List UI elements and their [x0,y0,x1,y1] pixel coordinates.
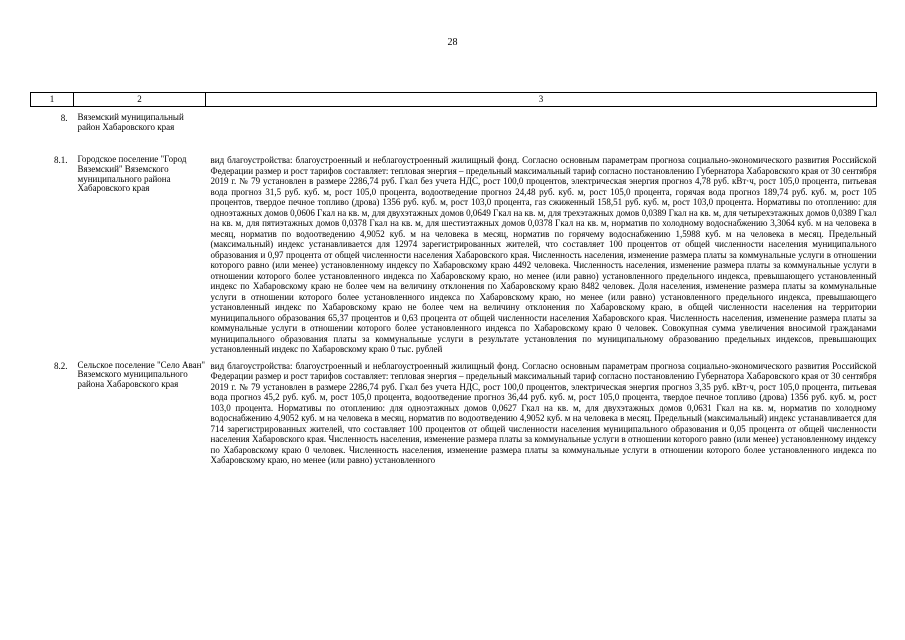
row-number: 8.1. [54,155,68,165]
table-header-row [31,93,877,107]
row-number: 8. [60,113,68,123]
column-header-1: 1 [31,93,74,107]
row-description: вид благоустройства: благоустроенный и неблагоустроенный жилищный фонд. Согласно основным параметрам прогноза социально-экономического развития Российской Федерации размер и рост тарифов составляет: тепловая энергия – предельный максимальный тариф согласно постановлению Губернатора Хабаровского края от 30 сентября 2019 г. № 79 установлен в размере 2286,74 руб. Гкал без учета НДС, рост 100,0 процентов, электрическая энергия прогноз 4,78 руб. кВт·ч, рост 105,0 процента, питьевая вода прогноз 31,5 руб. куб. м, рост 105,0 процента, водоотведение прогноз 24,48 руб. куб. м, рост 105,0 процента, горячая вода прогноз 189,74 руб. куб. м, рост 105 процентов, твердое печное топливо (дрова) 1356 руб. куб. м, рост 103,0 процента, газ сжиженный 158,51 руб. куб. м, рост 103,0 процента. Нормативы по отоплению: для одноэтажных домов 0,0606 Гкал на кв. м, для двухэтажных домов 0,0649 Гкал на кв. м, для трехэтажных домов 0,0389 Гкал на кв. м, для четырехэтажных домов 0,0389 Гкал на кв. м, для пятиэтажных домов 0,0378 Гкал на кв. м, для шестиэтажных домов 0,0378 Гкал на кв. м, норматив по холодному водоснабжению 3,3064 куб. м на человека в месяц, норматив по водоотведению 4,9052 куб. м на человека в месяц, норматив по горячему водоснабжению 1,5988 куб. м на человека в месяц. Предельный (максимальный) индекс устанавливается для 12974 зарегистрированных жителей, что составляет 100 процентов от общей численности населения муниципального образования и 0,97 процента от общей численности населения Хабаровского края. Численность населения, изменение размера платы за коммунальные услуги в отношении которого равно (или менее) установленному индексу по Хабаровскому краю 4492 человека. Численность населения, изменение размера платы за коммунальные услуги в отношении которого более установленного индекса по Хабаровскому краю, но менее (или равно) установленного предельного индекса, превышающего установленный индекс по Хабаровскому краю не более чем на величину отклонения по Хабаровскому краю 8482 человек. Доля населения, изменение размера платы за коммунальные услуги в отношении которого более установленного индекса по Хабаровскому краю, но менее (или равно) установленного предельного индекса, превышающего установленный индекс по Хабаровскому краю не более чем на величину отклонения по Хабаровскому краю, в общей численности населения на территории муниципального образования 65,37 процентов и 0,63 процента от общей численности населения Хабаровского края. Численность населения, изменение размера платы за коммунальные услуги в отношении которого более установленного индекса по Хабаровскому краю 0 человек. Совокупная сумма увеличения вносимой гражданами муниципального образования платы за коммунальные услуги в результате установления по муниципальному образованию предельных индексов, превышающих установленный индекс по Хабаровскому краю 0 тыс. рублей [210,155,877,354]
table-row [31,113,877,155]
column-header-3: 3 [206,93,877,107]
settlement-name: Городское поселение "Город Вяземский" Вяземского муниципального района Хабаровского края [77,154,187,194]
column-header-2: 2 [74,93,206,107]
table-row [31,361,877,466]
settlement-name: Сельское поселение "Село Аван" Вяземского муниципального района Хабаровского края [77,359,206,390]
document-table [30,92,877,466]
district-name: Вяземский муниципальный район Хабаровского края [77,112,184,132]
row-description [206,113,877,155]
page-number: 28 [447,37,458,48]
row-number: 8.2. [54,360,68,371]
table-row [31,155,877,355]
row-description: вид благоустройства: благоустроенный и неблагоустроенный жилищный фонд. Согласно основным параметрам прогноза социально-экономического развития Российской Федерации размер и рост тарифов составляет: тепловая энергия – предельный максимальный тариф согласно постановлению Губернатора Хабаровского края от 30 сентября 2019 г. № 79 установлен в размере 2286,74 руб. Гкал без учета НДС, рост 100,0 процентов, электрическая энергия прогноз 3,35 руб. кВт·ч, рост 105,0 процента, питьевая вода прогноз 45,2 руб. куб. м, рост 105,0 процента, водоотведение прогноз 36,44 руб. куб. м, рост 105,0 процента, твердое печное топливо (дрова) 1356 руб. куб. м, рост 103,0 процента. Нормативы по отоплению: для одноэтажных домов 0,0627 Гкал на кв. м, для двухэтажных домов 0,0631 Гкал на кв. м, норматив по холодному водоснабжению 4,9052 куб. м на человека в месяц, норматив по водоотведению 4,9052 куб. м на человека в месяц. Предельный (максимальный) индекс устанавливается для 714 зарегистрированных жителей, что составляет 100 процентов от общей численности населения муниципального образования и 0,05 процента от общей численности населения Хабаровского края. Численность населения, изменение размера платы за коммунальные услуги в отношении которого равно (или менее) установленному индексу по Хабаровскому краю 0 человек. Численность населения, изменение размера платы за коммунальные услуги в отношении которого более установленного индекса по Хабаровскому краю, но менее (или равно) установленного [210,360,877,465]
